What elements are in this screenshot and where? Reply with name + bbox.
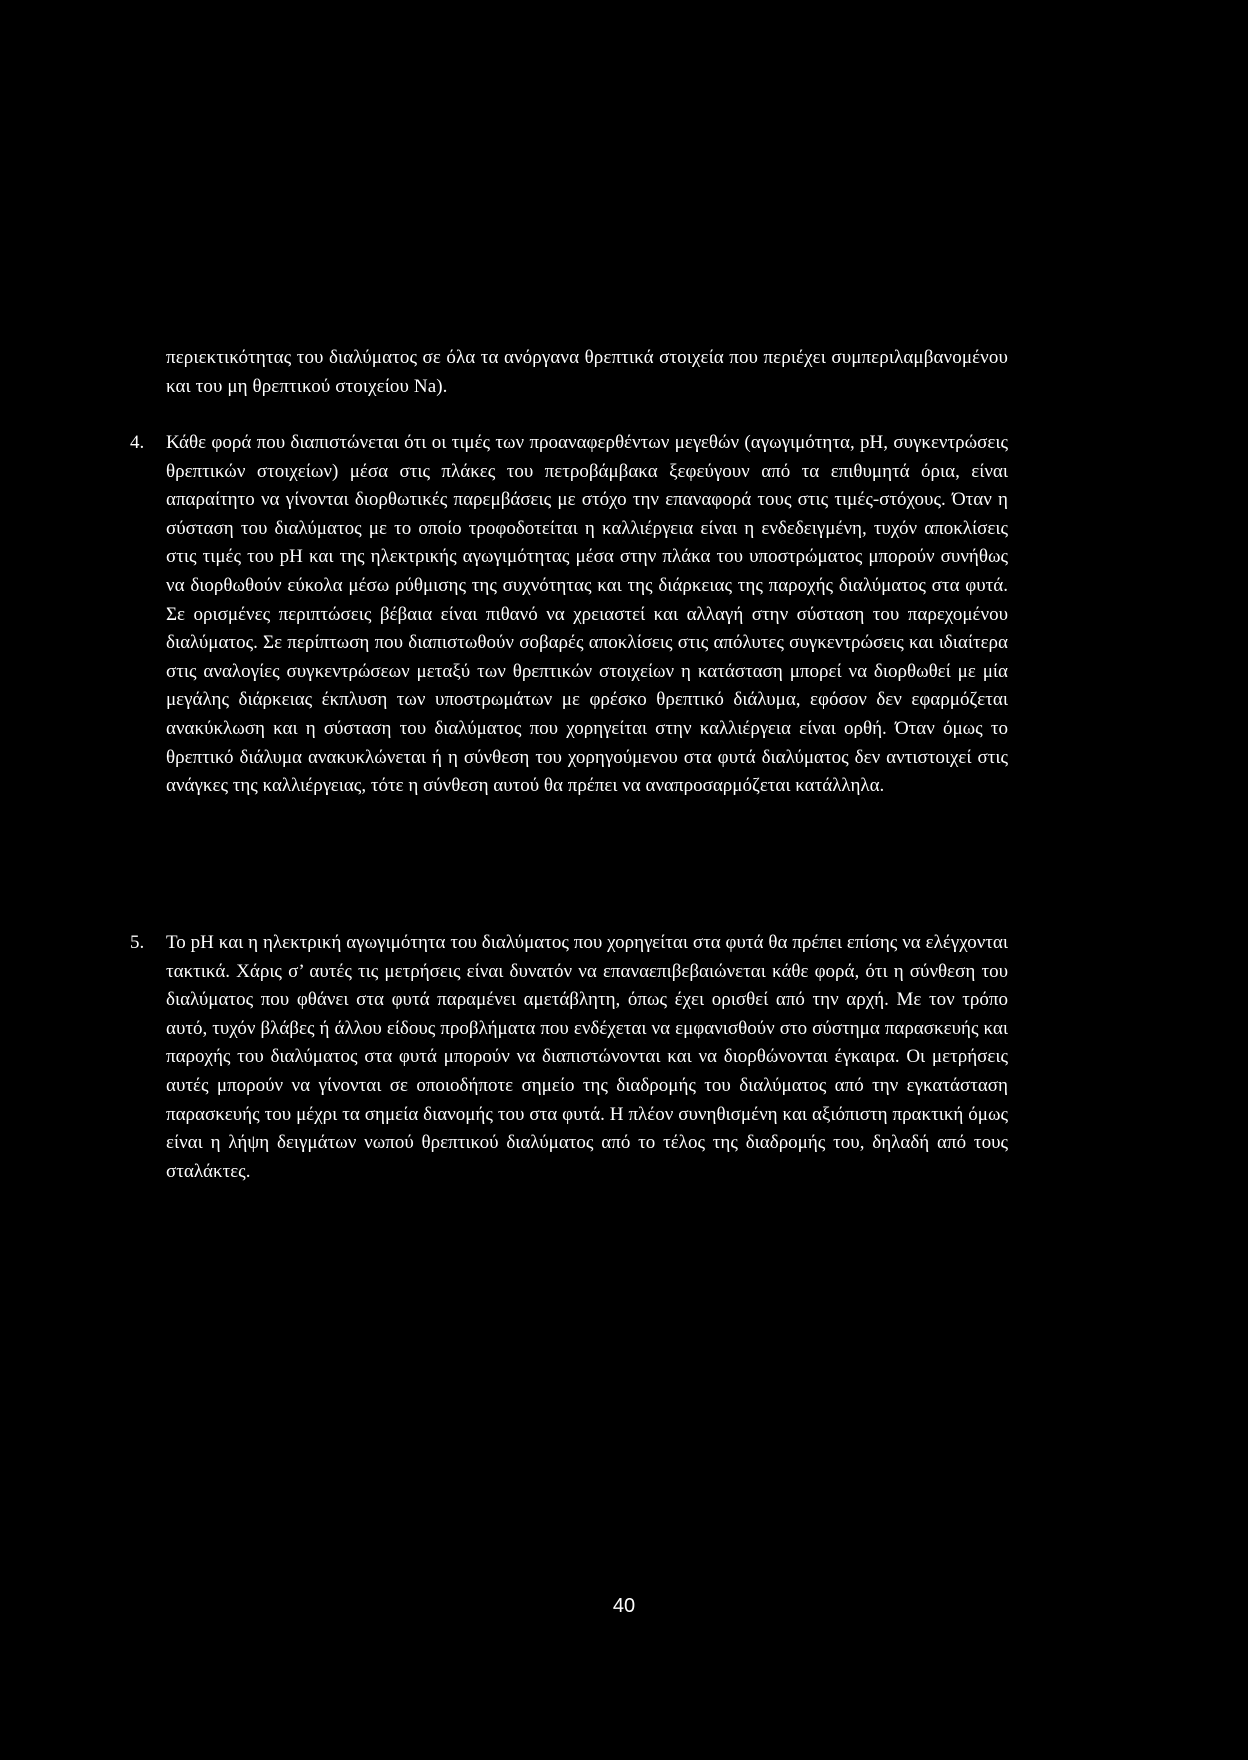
list-item-number: 4. — [130, 432, 145, 453]
list-item-text: Το pH και η ηλεκτρική αγωγιμότητα του διαλύματος που χορηγείται στα φυτά θα πρέπει επίσης να ελέγχονται τακτικά. Χάρις σ’ αυτές τις μετρήσεις είναι δυνατόν να επαναεπιβεβαιώνεται κάθε φορά, ότι η σύνθεση του διαλύματος που φθάνει στα φυτά παραμένει αμετάβλητη, όπως έχει ορισθεί από την αρχή. Με τον τρόπο αυτό, τυχόν βλάβες ή άλλου είδους προβλήματα που ενδέχεται να εμφανισθούν στο σύστημα παρασκευής και παροχής του διαλύματος στα φυτά μπορούν να διαπιστώνονται και να διορθώνονται έγκαιρα. Οι μετρήσεις αυτές μπορούν να γίνονται σε οποιοδήποτε σημείο της διαδρομής του διαλύματος από την εγκατάσταση παρασκευής του μέχρι τα σημεία διανομής του στα φυτά. Η πλέον συνηθισμένη και αξιόπιστη πρακτική όμως είναι η λήψη δειγμάτων νωπού θρεπτικού διαλύματος από το τέλος της διαδρομής του, δηλαδή από τους σταλάκτες. — [166, 932, 1008, 1182]
list-item-4 — [130, 429, 1008, 801]
intro-paragraph: περιεκτικότητας του διαλύματος σε όλα τα ανόργανα θρεπτικά στοιχεία που περιέχει συμπεριλαμβανομένου και του μη θρεπτικού στοιχείου Na). — [166, 347, 1008, 397]
list-item-5 — [130, 929, 1008, 1186]
list-item-text: Κάθε φορά που διαπιστώνεται ότι οι τιμές των προαναφερθέντων μεγεθών (αγωγιμότητα, pH, συγκεντρώσεις θρεπτικών στοιχείων) μέσα στις πλάκες του πετροβάμβακα ξεφεύγουν από τα επιθυμητά όρια, είναι απαραίτητο να γίνονται διορθωτικές παρεμβάσεις με στόχο την επαναφορά τους στις τιμές-στόχους. Όταν η σύσταση του διαλύματος με το οποίο τροφοδοτείται η καλλιέργεια είναι η ενδεδειγμένη, τυχόν αποκλίσεις στις τιμές του pH και της ηλεκτρικής αγωγιμότητας μέσα στην πλάκα του υποστρώματος μπορούν συνήθως να διορθωθούν εύκολα μέσω ρύθμισης της συχνότητας και της διάρκειας της παροχής διαλύματος στα φυτά. Σε ορισμένες περιπτώσεις βέβαια είναι πιθανό να χρειαστεί και αλλαγή στην σύσταση του παρεχομένου διαλύματος. Σε περίπτωση που διαπιστωθούν σοβαρές αποκλίσεις στις απόλυτες συγκεντρώσεις και ιδιαίτερα στις αναλογίες συγκεντρώσεων μεταξύ των θρεπτικών στοιχείων η κατάσταση μπορεί να διορθωθεί με μία μεγάλης διάρκειας έκπλυση των υποστρωμάτων με φρέσκο θρεπτικό διάλυμα, εφόσον δεν εφαρμόζεται ανακύκλωση και η σύσταση του διαλύματος που χορηγείται στην καλλιέργεια είναι ορθή. Όταν όμως το θρεπτικό διάλυμα ανακυκλώνεται ή η σύνθεση του χορηγούμενου στα φυτά διαλύματος δεν αντιστοιχεί στις ανάγκες της καλλιέργειας, τότε η σύνθεση αυτού θα πρέπει να αναπροσαρμόζεται κατάλληλα. — [166, 432, 1008, 797]
list-item-number: 5. — [130, 932, 145, 953]
page-number: 40 — [612, 1595, 636, 1617]
